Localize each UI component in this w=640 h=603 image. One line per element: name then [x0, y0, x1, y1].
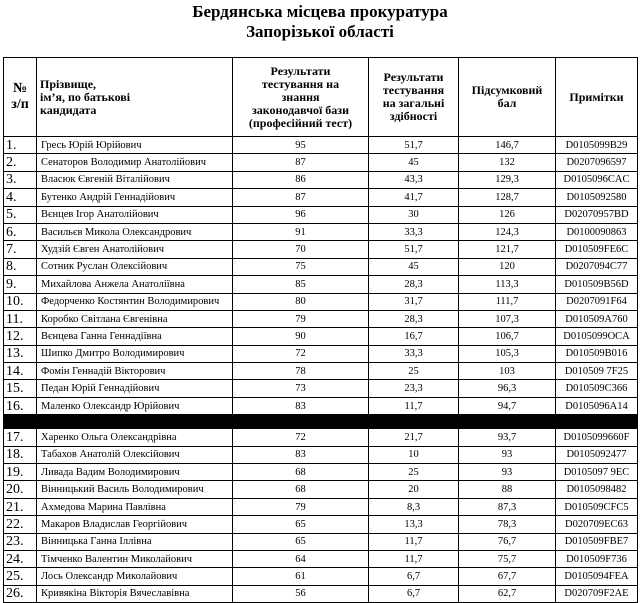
total-score: 128,7 [459, 189, 556, 206]
law-test-score: 80 [233, 293, 369, 310]
row-number: 22. [4, 516, 37, 533]
general-ability-score: 43,3 [369, 171, 459, 188]
total-score: 121,7 [459, 241, 556, 258]
candidate-code: D010509CFC5 [556, 498, 638, 515]
table-row [4, 258, 638, 275]
law-test-score: 72 [233, 345, 369, 362]
candidate-name: Ливада Вадим Володимирович [37, 464, 233, 481]
table-row [4, 516, 638, 533]
total-score: 67,7 [459, 568, 556, 585]
candidate-code: D0207091F64 [556, 293, 638, 310]
candidate-code: D020709EC63 [556, 516, 638, 533]
law-test-score: 68 [233, 464, 369, 481]
row-number: 13. [4, 345, 37, 362]
candidate-name: Шипко Дмитро Володимирович [37, 345, 233, 362]
candidate-code: D0207094C77 [556, 258, 638, 275]
law-test-score: 85 [233, 276, 369, 293]
row-number: 5. [4, 206, 37, 223]
row-number: 23. [4, 533, 37, 550]
law-test-score: 86 [233, 171, 369, 188]
row-number: 18. [4, 446, 37, 463]
table-row [4, 241, 638, 258]
general-ability-score: 25 [369, 363, 459, 380]
law-test-score: 61 [233, 568, 369, 585]
header-candidate-name: Прізвище, ім’я, по батькові кандидата [37, 58, 233, 137]
table-row [4, 276, 638, 293]
total-score: 93 [459, 446, 556, 463]
row-number: 25. [4, 568, 37, 585]
candidate-name: Сенаторов Володимир Анатолійович [37, 154, 233, 171]
total-score: 88 [459, 481, 556, 498]
row-number: 20. [4, 481, 37, 498]
table-row [4, 206, 638, 223]
header-general-ability: Результати тестування на загальні здібності [369, 58, 459, 137]
general-ability-score: 8,3 [369, 498, 459, 515]
candidate-name: Васильєв Микола Олександрович [37, 223, 233, 240]
candidate-code: D0105097 9EC [556, 464, 638, 481]
candidate-name: Ахмедова Марина Павлівна [37, 498, 233, 515]
candidate-name: Коробко Світлана Євгенівна [37, 310, 233, 327]
row-number: 19. [4, 464, 37, 481]
row-number: 7. [4, 241, 37, 258]
law-test-score: 65 [233, 533, 369, 550]
general-ability-score: 11,7 [369, 550, 459, 567]
total-score: 94,7 [459, 397, 556, 414]
table-row [4, 380, 638, 397]
candidate-code: D0105098482 [556, 481, 638, 498]
candidate-name: Вєнцев Ігор Анатолійович [37, 206, 233, 223]
candidate-name: Вєнцева Ганна Геннадіївна [37, 328, 233, 345]
candidate-code: D010509C366 [556, 380, 638, 397]
candidate-code: D010509B016 [556, 345, 638, 362]
candidate-name: Харенко Ольга Олександрівна [37, 429, 233, 446]
total-score: 107,3 [459, 310, 556, 327]
general-ability-score: 51,7 [369, 137, 459, 154]
row-number: 21. [4, 498, 37, 515]
law-test-score: 70 [233, 241, 369, 258]
law-test-score: 83 [233, 397, 369, 414]
row-number: 8. [4, 258, 37, 275]
header-number: № з/п [4, 58, 37, 137]
section-separator [4, 415, 638, 429]
total-score: 111,7 [459, 293, 556, 310]
row-number: 15. [4, 380, 37, 397]
header-law-test: Результати тестування на знання законодавчої бази (професійний тест) [233, 58, 369, 137]
total-score: 93 [459, 464, 556, 481]
candidate-name: Макаров Владислав Георгійович [37, 516, 233, 533]
table-row [4, 310, 638, 327]
candidate-code: D010509FE6C [556, 241, 638, 258]
general-ability-score: 45 [369, 258, 459, 275]
general-ability-score: 10 [369, 446, 459, 463]
row-number: 4. [4, 189, 37, 206]
candidate-name: Лось Олександр Миколайович [37, 568, 233, 585]
table-header-row [4, 58, 638, 137]
table-row [4, 397, 638, 414]
law-test-score: 90 [233, 328, 369, 345]
table-row [4, 137, 638, 154]
candidate-name: Бутенко Андрій Геннадійович [37, 189, 233, 206]
law-test-score: 68 [233, 481, 369, 498]
total-score: 146,7 [459, 137, 556, 154]
row-number: 14. [4, 363, 37, 380]
candidate-code: D010509FBE7 [556, 533, 638, 550]
general-ability-score: 23,3 [369, 380, 459, 397]
table-row [4, 585, 638, 602]
total-score: 113,3 [459, 276, 556, 293]
candidate-code: D0105096CAC [556, 171, 638, 188]
candidate-name: Вінницька Ганна Іллівна [37, 533, 233, 550]
table-row [4, 189, 638, 206]
general-ability-score: 25 [369, 464, 459, 481]
general-ability-score: 21,7 [369, 429, 459, 446]
law-test-score: 95 [233, 137, 369, 154]
table-row [4, 223, 638, 240]
law-test-score: 75 [233, 258, 369, 275]
candidate-code: D010509A760 [556, 310, 638, 327]
law-test-score: 64 [233, 550, 369, 567]
total-score: 78,3 [459, 516, 556, 533]
candidate-code: D0105099B29 [556, 137, 638, 154]
general-ability-score: 28,3 [369, 310, 459, 327]
table-row [4, 154, 638, 171]
candidate-code: D0207096597 [556, 154, 638, 171]
total-score: 76,7 [459, 533, 556, 550]
total-score: 96,3 [459, 380, 556, 397]
total-score: 124,3 [459, 223, 556, 240]
table-row [4, 345, 638, 362]
general-ability-score: 33,3 [369, 223, 459, 240]
law-test-score: 56 [233, 585, 369, 602]
candidate-code: D0105096A14 [556, 397, 638, 414]
table-row [4, 464, 638, 481]
general-ability-score: 28,3 [369, 276, 459, 293]
candidate-code: D0105094FEA [556, 568, 638, 585]
header-total-score: Підсумковий бал [459, 58, 556, 137]
law-test-score: 78 [233, 363, 369, 380]
general-ability-score: 11,7 [369, 533, 459, 550]
document-title: Бердянська місцева прокуратура [192, 2, 448, 21]
candidate-name: Табахов Анатолій Олексійович [37, 446, 233, 463]
candidate-name: Маленко Олександр Юрійович [37, 397, 233, 414]
candidate-name: Худзій Євген Анатолійович [37, 241, 233, 258]
candidate-name: Власюк Євгеній Віталійович [37, 171, 233, 188]
candidate-name: Вінницький Василь Володимирович [37, 481, 233, 498]
total-score: 75,7 [459, 550, 556, 567]
candidate-code: D0105099OCA [556, 328, 638, 345]
general-ability-score: 6,7 [369, 568, 459, 585]
general-ability-score: 6,7 [369, 585, 459, 602]
total-score: 120 [459, 258, 556, 275]
total-score: 103 [459, 363, 556, 380]
header-notes: Примітки [556, 58, 638, 137]
table-row [4, 568, 638, 585]
row-number: 1. [4, 137, 37, 154]
law-test-score: 96 [233, 206, 369, 223]
law-test-score: 79 [233, 498, 369, 515]
general-ability-score: 30 [369, 206, 459, 223]
general-ability-score: 13,3 [369, 516, 459, 533]
general-ability-score: 20 [369, 481, 459, 498]
row-number: 11. [4, 310, 37, 327]
general-ability-score: 41,7 [369, 189, 459, 206]
total-score: 93,7 [459, 429, 556, 446]
candidate-code: D020709F2AE [556, 585, 638, 602]
row-number: 10. [4, 293, 37, 310]
candidate-name: Фомін Геннадій Вікторович [37, 363, 233, 380]
candidate-code: D010509B56D [556, 276, 638, 293]
candidate-code: D010509 7F25 [556, 363, 638, 380]
candidate-name: Педан Юрій Геннадійович [37, 380, 233, 397]
general-ability-score: 51,7 [369, 241, 459, 258]
row-number: 26. [4, 585, 37, 602]
table-row [4, 429, 638, 446]
law-test-score: 83 [233, 446, 369, 463]
row-number: 24. [4, 550, 37, 567]
table-row [4, 550, 638, 567]
table-row [4, 293, 638, 310]
table-row [4, 328, 638, 345]
table-row [4, 363, 638, 380]
candidate-code: D0100090863 [556, 223, 638, 240]
general-ability-score: 45 [369, 154, 459, 171]
table-row [4, 446, 638, 463]
candidate-code: D010509F736 [556, 550, 638, 567]
candidate-code: D0105092580 [556, 189, 638, 206]
law-test-score: 73 [233, 380, 369, 397]
total-score: 106,7 [459, 328, 556, 345]
candidate-code: D0105099660F [556, 429, 638, 446]
total-score: 129,3 [459, 171, 556, 188]
general-ability-score: 11,7 [369, 397, 459, 414]
candidate-name: Тімченко Валентин Миколайович [37, 550, 233, 567]
document-subtitle: Запорізької області [246, 22, 394, 41]
candidate-name: Гресь Юрій Юрійович [37, 137, 233, 154]
law-test-score: 91 [233, 223, 369, 240]
general-ability-score: 33,3 [369, 345, 459, 362]
row-number: 17. [4, 429, 37, 446]
candidate-name: Сотник Руслан Олексійович [37, 258, 233, 275]
candidate-code: D02070957BD [556, 206, 638, 223]
law-test-score: 79 [233, 310, 369, 327]
total-score: 132 [459, 154, 556, 171]
row-number: 2. [4, 154, 37, 171]
table-row [4, 481, 638, 498]
candidate-name: Михайлова Анжела Анатоліївна [37, 276, 233, 293]
total-score: 87,3 [459, 498, 556, 515]
general-ability-score: 31,7 [369, 293, 459, 310]
row-number: 6. [4, 223, 37, 240]
general-ability-score: 16,7 [369, 328, 459, 345]
law-test-score: 87 [233, 189, 369, 206]
results-table [3, 57, 638, 603]
law-test-score: 72 [233, 429, 369, 446]
total-score: 62,7 [459, 585, 556, 602]
candidate-name: Федорченко Костянтин Володимирович [37, 293, 233, 310]
law-test-score: 87 [233, 154, 369, 171]
table-row [4, 171, 638, 188]
candidate-code: D0105092477 [556, 446, 638, 463]
law-test-score: 65 [233, 516, 369, 533]
row-number: 16. [4, 397, 37, 414]
row-number: 3. [4, 171, 37, 188]
table-row [4, 498, 638, 515]
total-score: 126 [459, 206, 556, 223]
candidate-name: Кривякіна Вікторія Вячеславівна [37, 585, 233, 602]
row-number: 12. [4, 328, 37, 345]
total-score: 105,3 [459, 345, 556, 362]
row-number: 9. [4, 276, 37, 293]
table-row [4, 533, 638, 550]
